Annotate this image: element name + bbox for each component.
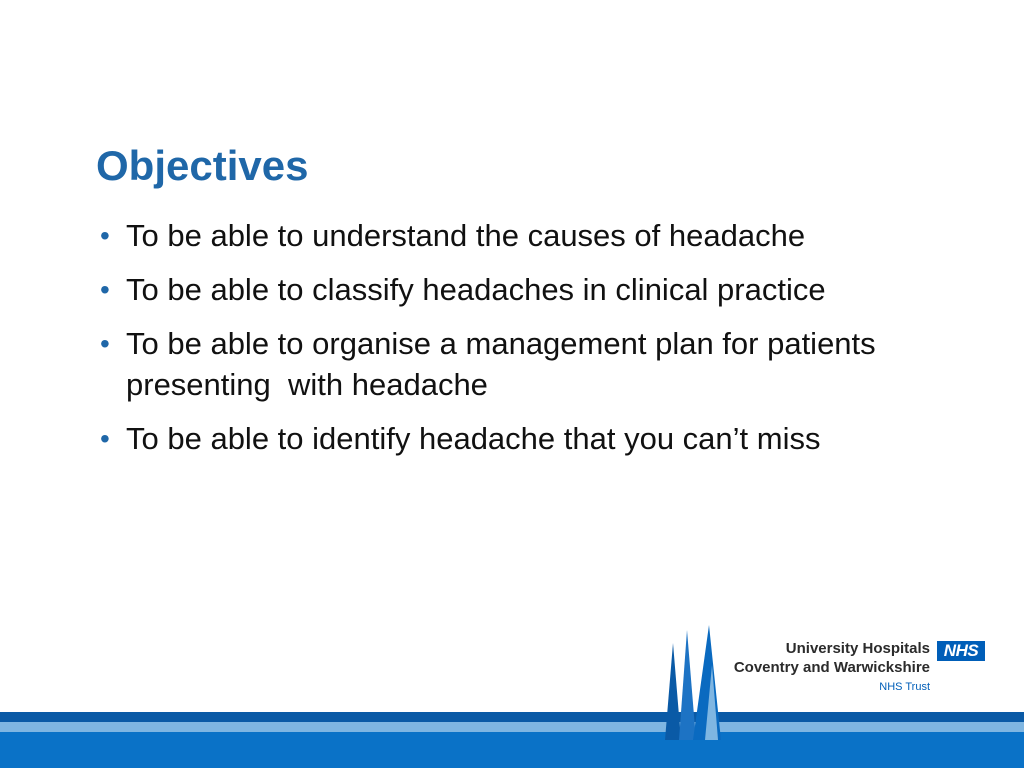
nhs-badge: NHS [937, 641, 985, 661]
footer-stripe-light [0, 722, 1024, 732]
bullet-marker: • [100, 423, 110, 454]
footer-bar [0, 732, 1024, 768]
list-item [96, 269, 926, 310]
trust-logo [733, 640, 990, 700]
footer-stripe-dark [0, 712, 1024, 722]
bullet-text: To be able to organise a management plan for patients presenting with headache [126, 326, 885, 402]
objectives-list [96, 215, 926, 472]
bullet-marker: • [100, 274, 110, 305]
cathedral-spires-icon [655, 625, 735, 740]
logo-line-1: University Hospitals [785, 640, 930, 657]
list-item [96, 323, 926, 405]
bullet-marker: • [100, 328, 110, 359]
bullet-marker: • [100, 220, 110, 251]
bullet-text: To be able to classify headaches in clinical practice [126, 272, 826, 307]
slide-title: Objectives [96, 142, 309, 189]
bullet-text: To be able to identify headache that you can’t miss [126, 421, 821, 456]
logo-trust: NHS Trust [879, 681, 930, 693]
list-item [96, 215, 926, 256]
bullet-text: To be able to understand the causes of headache [126, 218, 806, 253]
logo-line-2: Coventry and Warwickshire [733, 659, 930, 676]
list-item [96, 418, 926, 459]
